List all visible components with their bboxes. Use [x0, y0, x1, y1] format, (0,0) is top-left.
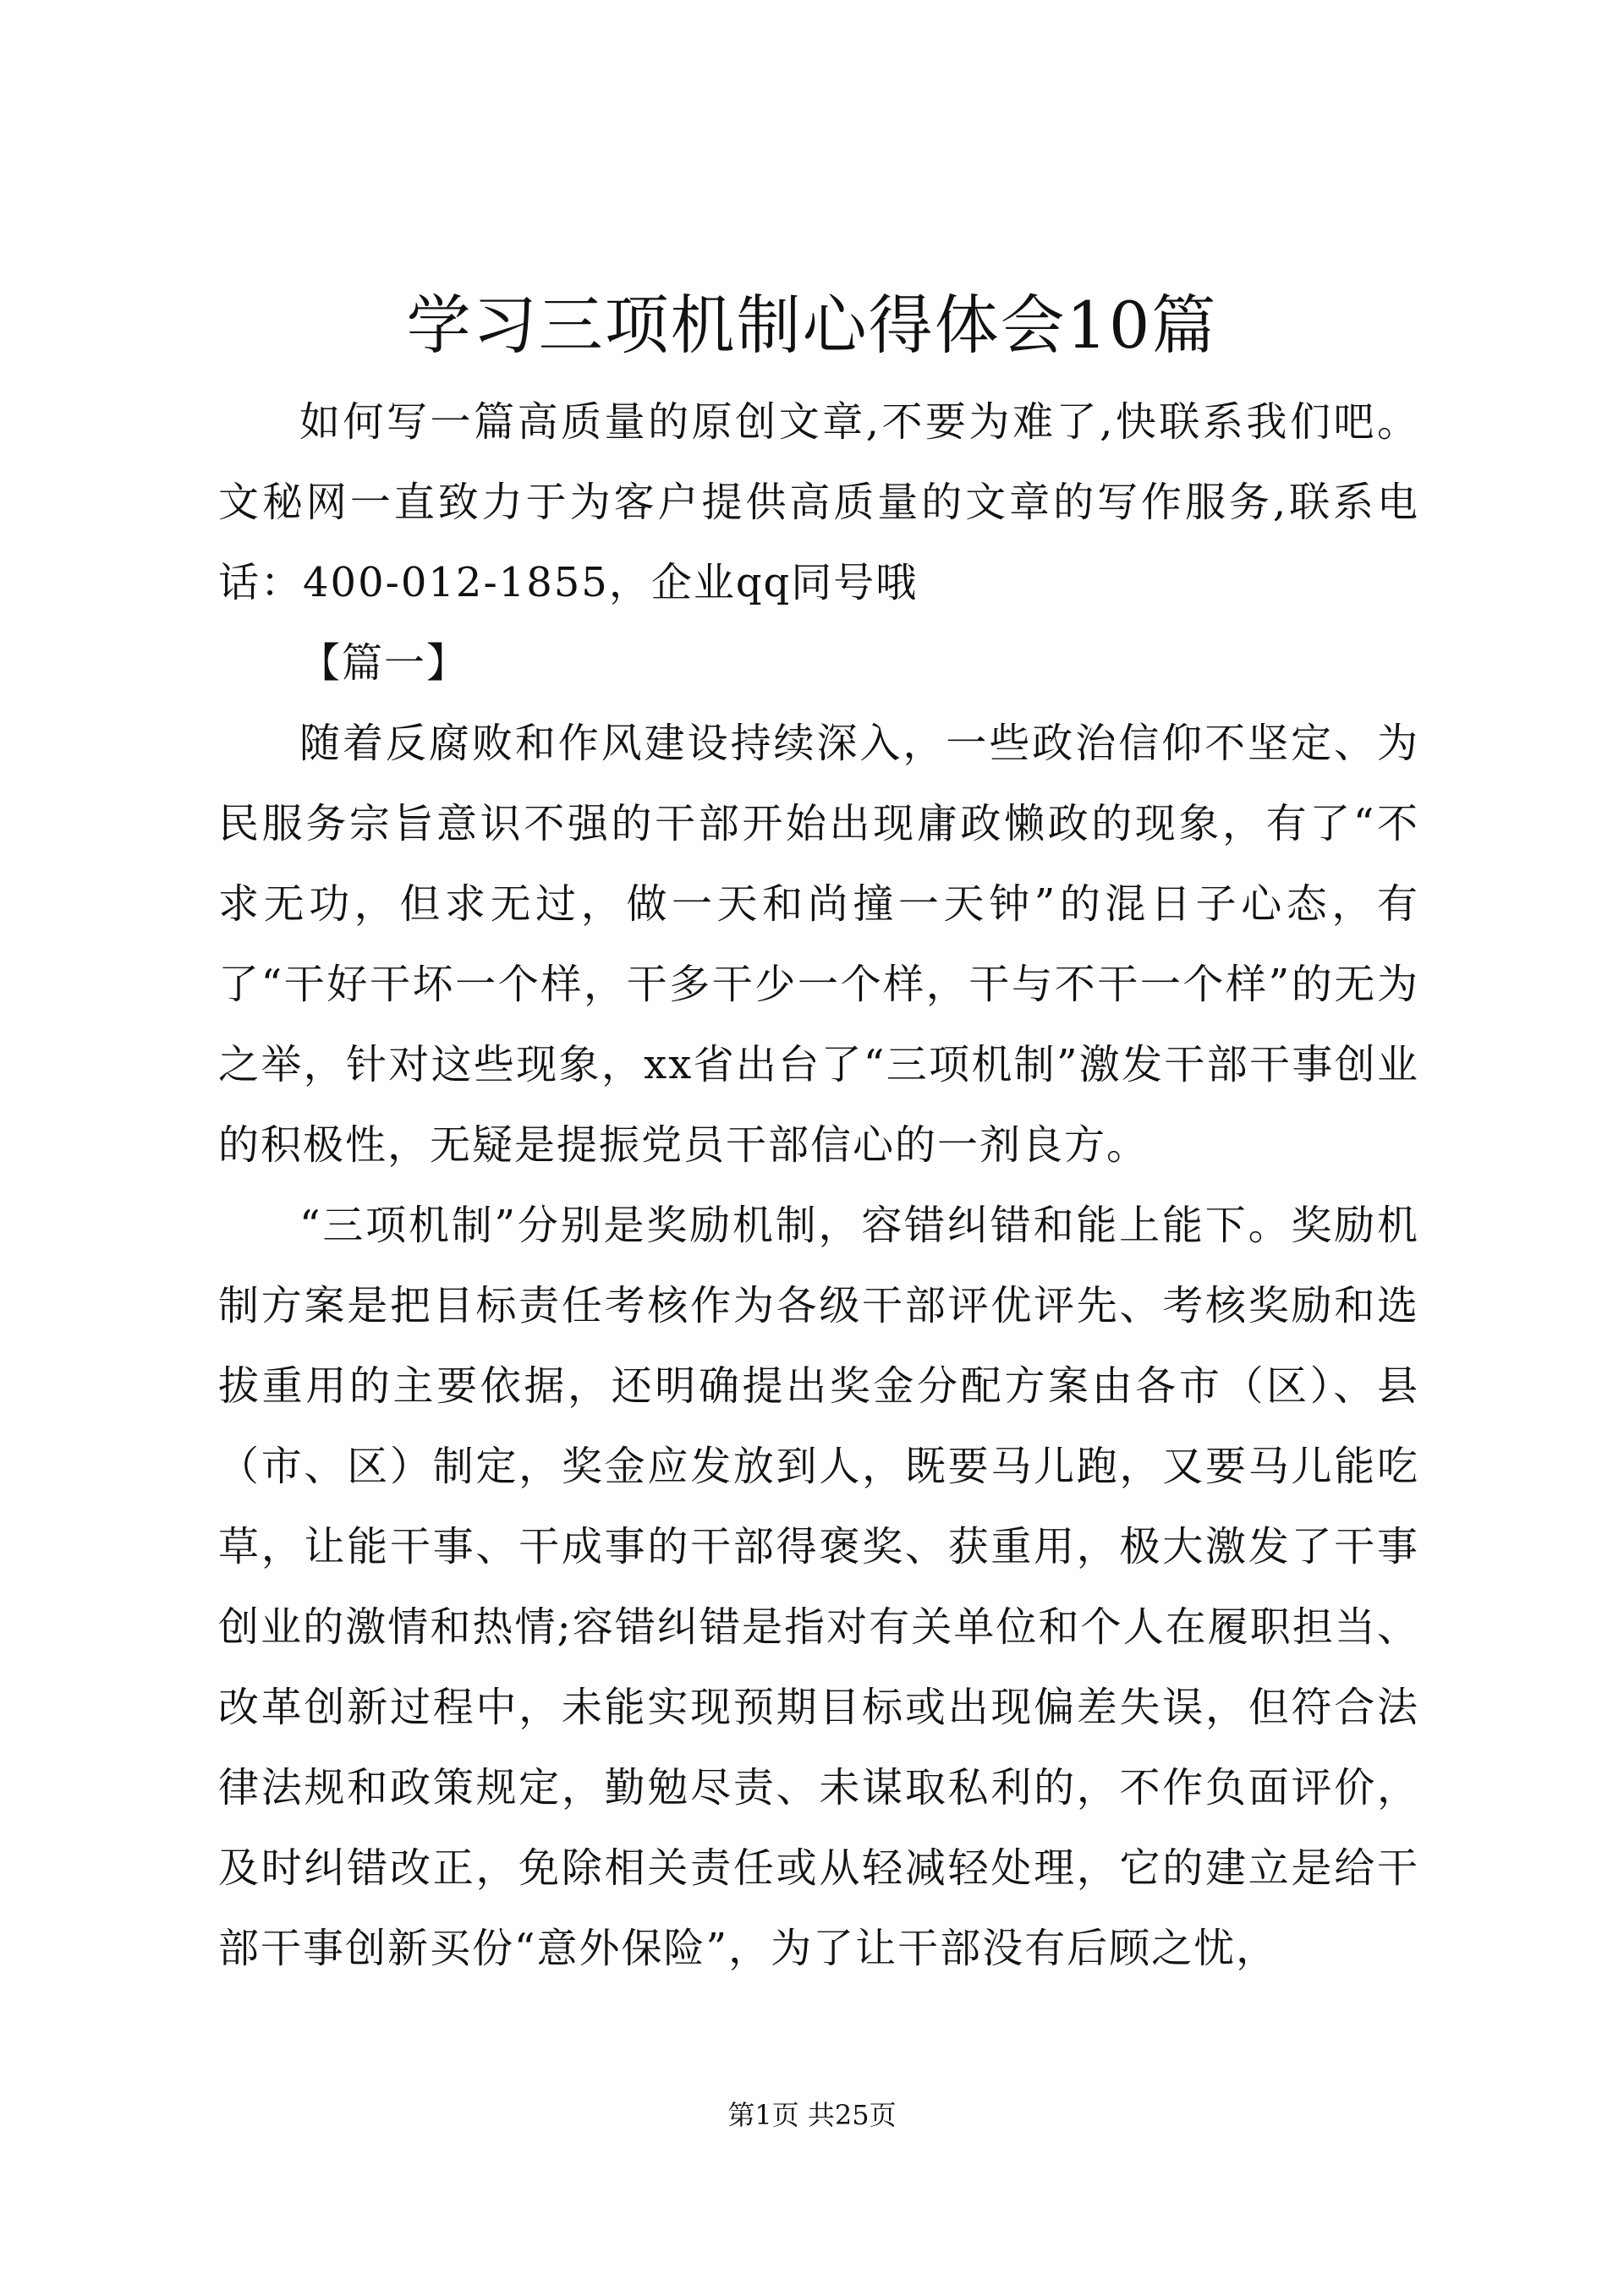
body-paragraph: 随着反腐败和作风建设持续深入，一些政治信仰不坚定、为民服务宗旨意识不强的干部开始出现庸政懒政的现象，有了“不求无功，但求无过，做一天和尚撞一天钟”的混日子心态，有了“干好干坏一个样，干多干少一个样，干与不干一个样”的无为之举，针对这些现象，xx省出台了“三项机制”激发干部干事创业的积极性，无疑是提振党员干部信心的一剂良方。 [218, 720, 1419, 1169]
body-paragraph: “三项机制”分别是奖励机制，容错纠错和能上能下。奖励机制方案是把目标责任考核作为各级干部评优评先、考核奖励和选拔重用的主要依据，还明确提出奖金分配方案由各市（区）、县（市、区）制定，奖金应发放到人，既要马儿跑，又要马儿能吃草，让能干事、干成事的干部得褒奖、获重用，极大激发了干事创业的激情和热情;容错纠错是指对有关单位和个人在履职担当、改革创新过程中，未能实现预期目标或出现偏差失误，但符合法律法规和政策规定，勤勉尽责、未谋取私利的，不作负面评价，及时纠错改正，免除相关责任或从轻减轻处理，它的建立是给干部干事创新买份“意外保险”，为了让干部没有后顾之忧， [218, 1202, 1419, 1972]
intro-paragraph: 如何写一篇高质量的原创文章,不要为难了,快联系我们吧。文秘网一直致力于为客户提供高质量的文章的写作服务,联系电话：400-012-1855，企业qq同号哦 [218, 398, 1419, 606]
section-heading: 【篇一】 [299, 639, 469, 687]
document-title: 学习三项机制心得体会10篇 [406, 288, 1218, 363]
document-body [218, 382, 1419, 1989]
page-number: 第1页 共25页 [727, 2099, 897, 2131]
